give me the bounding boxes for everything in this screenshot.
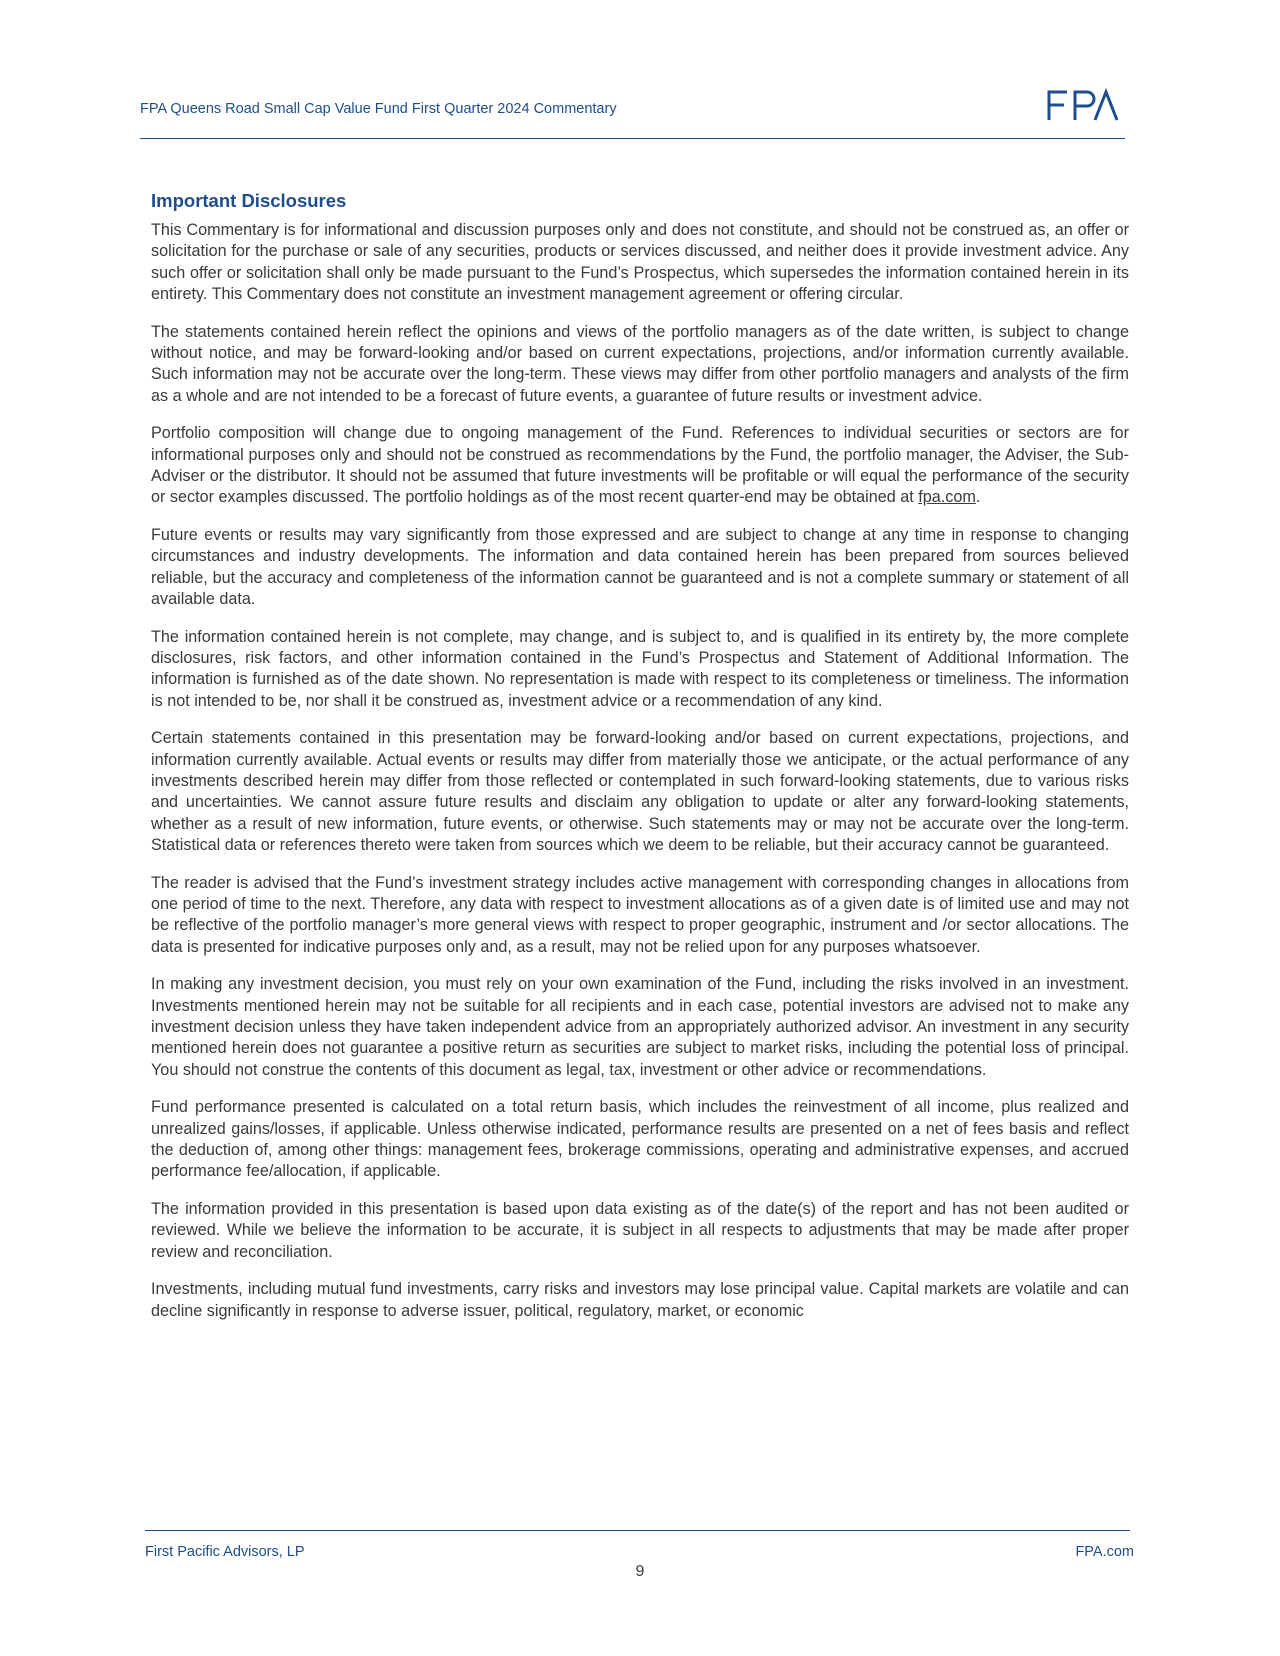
paragraph-text-end: . [975,488,981,507]
page-header [140,88,1125,139]
page-number: 9 [635,1563,645,1580]
disclosure-paragraph: Future events or results may vary significantly from those expressed and are subject to change at any time in response to changing circumstances and industry developments. The information and data contained herein has been prepared from sources believed reliable, but the accuracy and completeness of the information cannot be guaranteed and is not a complete summary or statement of all available data. [151,526,1129,608]
disclosure-paragraph: The information contained herein is not complete, may change, and is subject to, and is qualified in its entirety by, the more complete disclosures, risk factors, and other information contained in the Fund’s Prospectus and Statement of Additional Information. The information is furnished as of the date shown. No representation is made with respect to its completeness or timeliness. The information is not intended to be, nor shall it be construed as, investment advice or a recommendation of any kind. [151,627,1129,710]
disclosure-paragraph: The information provided in this presentation is based upon data existing as of the date(s) of the report and has not been audited or reviewed. While we believe the information to be accurate, it is subject in all respects to adjustments that may be made after proper review and reconciliation. [151,1200,1129,1261]
paragraph-text: Portfolio composition will change due to ongoing management of the Fund. References to individual securities or sectors are for informational purposes only and should not be construed as recommendations by the Fund, the portfolio manager, the Adviser, the Sub-Adviser or the distributor. It should not be assumed that future investments will be profitable or will equal the performance of the security or sector examples discussed. The portfolio holdings as of the most recent quarter-end may be obtained at [151,424,1129,507]
fpa-website-link[interactable]: fpa.com [918,488,976,507]
header-title: FPA Queens Road Small Cap Value Fund First Quarter 2024 Commentary [140,101,617,117]
section-title: Important Disclosures [151,190,347,211]
footer-divider [145,1530,1130,1531]
fpa-logo-icon [1045,88,1121,122]
disclosure-paragraph [151,423,1129,508]
disclosure-paragraph: Certain statements contained in this presentation may be forward-looking and/or based on current expectations, projections, and information currently available. Actual events or results may differ from materially those we anticipate, or the actual performance of any investments described herein may differ from those reflected or contemplated in such forward-looking statements, due to various risks and uncertainties. We cannot assure future results and disclaim any obligation to update or alter any forward-looking statements, whether as a result of new information, future events, or otherwise. Such statements may or may not be accurate over the long-term. Statistical data or references thereto were taken from sources which we deem to be reliable, but their accuracy cannot be guaranteed. [151,729,1129,854]
disclosure-paragraph: Fund performance presented is calculated on a total return basis, which includes the reinvestment of all income, plus realized and unrealized gains/losses, if applicable. Unless otherwise indicated, performance results are presented on a net of fees basis and reflect the deduction of, among other things: management fees, brokerage commissions, operating and administrative expenses, and accrued performance fee/allocation, if applicable. [151,1098,1129,1181]
disclosure-paragraph: The reader is advised that the Fund’s investment strategy includes active management with corresponding changes in allocations from one period of time to the next. Therefore, any data with respect to investment allocations as of a given date is of limited use and may not be reflective of the portfolio manager’s more general views with respect to proper geographic, instrument and /or sector allocations. The data is presented for indicative purposes only and, as a result, may not be relied upon for any purposes whatsoever. [151,873,1129,956]
disclosures-content [151,190,1129,1339]
disclosure-paragraph: Investments, including mutual fund investments, carry risks and investors may lose principal value. Capital markets are volatile and can decline significantly in response to adverse issuer, political, regulatory, market, or economic [151,1280,1129,1320]
disclosure-paragraph: The statements contained herein reflect the opinions and views of the portfolio managers as of the date written, is subject to change without notice, and may be forward-looking and/or based on current expectations, projections, and/or information currently available. Such information may not be accurate over the long-term. These views may differ from other portfolio managers and analysts of the firm as a whole and are not intended to be a forecast of future events, a guarantee of future results or investment advice. [151,322,1129,405]
footer-company-name: First Pacific Advisors, LP [145,1544,305,1560]
disclosure-paragraph: This Commentary is for informational and discussion purposes only and does not constitute, and should not be construed as, an offer or solicitation for the purchase or sale of any securities, products or services discussed, and neither does it provide investment advice. Any such offer or solicitation shall only be made pursuant to the Fund’s Prospectus, which supersedes the information contained herein in its entirety. This Commentary does not constitute an investment management agreement or offering circular. [151,221,1129,303]
disclosure-paragraph: In making any investment decision, you must rely on your own examination of the Fund, including the risks involved in an investment. Investments mentioned herein may not be suitable for all recipients and in each case, potential investors are advised not to make any investment decision unless they have taken independent advice from an appropriately authorized advisor. An investment in any security mentioned herein does not guarantee a positive return as securities are subject to market risks, including the potential loss of principal. You should not construe the contents of this document as legal, tax, investment or other advice or recommendations. [151,975,1129,1079]
footer-website: FPA.com [1075,1544,1134,1560]
